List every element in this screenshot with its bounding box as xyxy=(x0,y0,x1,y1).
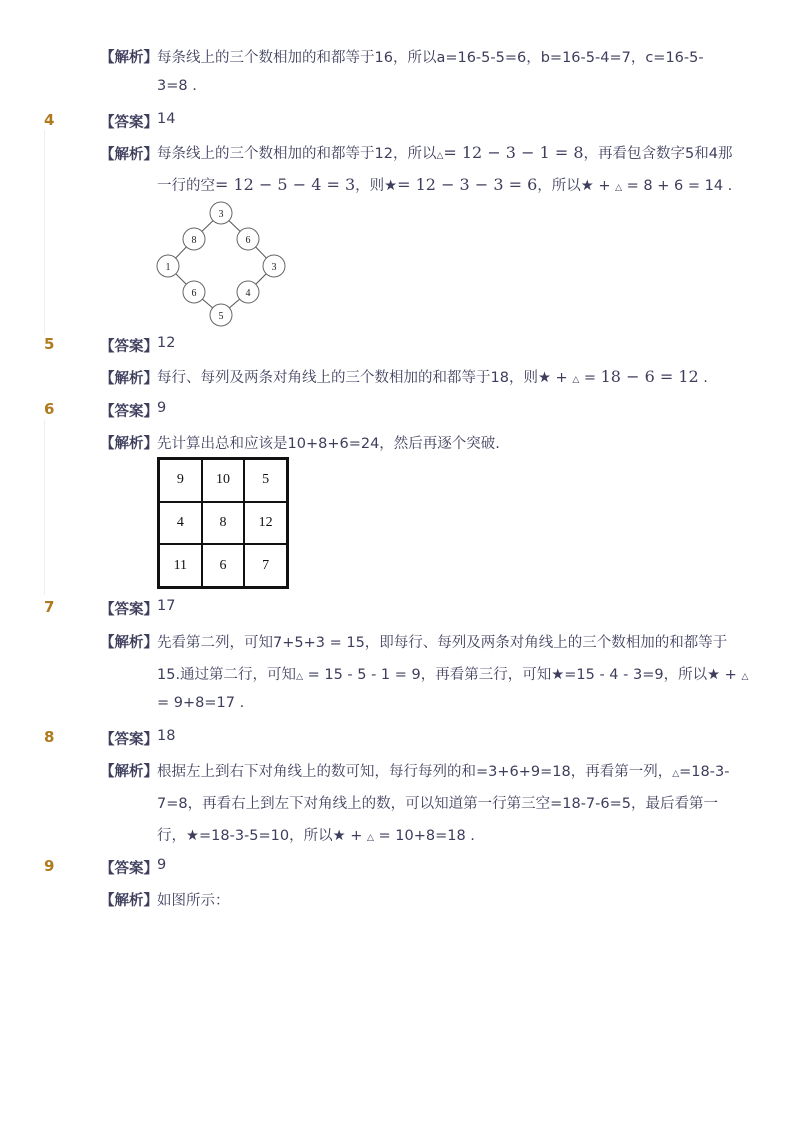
node-label: 6 xyxy=(245,235,251,246)
triangle-symbol: △ xyxy=(615,183,623,193)
answer-tag: 【答案】 xyxy=(100,861,158,877)
analysis-text: 每行、每列及两条对角线上的三个数相加的和都等于18，则★ + xyxy=(157,370,573,386)
node-label: 8 xyxy=(191,235,197,246)
analysis-tag: 【解析】 xyxy=(100,50,158,66)
analysis-text: =18-3- xyxy=(679,764,730,780)
analysis-text: ，再看包含数字5和4那 xyxy=(583,146,733,162)
node-label: 3 xyxy=(271,262,277,273)
analysis-text: 7=8，再看右上到左下对角线上的数，可以知道第一行第三空=18-7-6=5，最后看第一 xyxy=(157,796,718,812)
analysis-text: 15.通过第二行，可知 xyxy=(157,667,297,683)
grid-cell: 8 xyxy=(202,502,245,545)
analysis-line xyxy=(157,174,732,195)
node-label: 4 xyxy=(245,288,251,299)
grid-cell: 12 xyxy=(244,502,287,545)
analysis-text: ，则★ xyxy=(355,178,398,194)
analysis-text: 每条线上的三个数相加的和都等于12，所以 xyxy=(157,146,437,162)
left-guide-line xyxy=(44,420,45,595)
grid-cell: 7 xyxy=(244,544,287,587)
analysis-tag: 【解析】 xyxy=(100,635,158,651)
node-label: 3 xyxy=(218,209,224,220)
node-label: 6 xyxy=(191,288,197,299)
analysis-text: 每条线上的三个数相加的和都等于16，所以a=16-5-5=6，b=16-5-4=7，c=16-5- xyxy=(157,50,704,66)
answer-tag: 【答案】 xyxy=(100,732,158,748)
answer-tag: 【答案】 xyxy=(100,115,158,131)
math-expression: 18 − 6 = 12 xyxy=(600,367,699,386)
grid-cell: 4 xyxy=(159,502,202,545)
analysis-text: = 9+8=17 . xyxy=(157,695,245,711)
circle-diagram xyxy=(150,198,290,330)
grid-cell: 5 xyxy=(244,459,287,502)
analysis-tag: 【解析】 xyxy=(100,764,158,780)
analysis-text: 根据左上到右下对角线上的数可知，每行每列的和=3+6+9=18，再看第一列， xyxy=(157,764,673,780)
question-number: 6 xyxy=(44,400,55,418)
analysis-line xyxy=(157,760,729,781)
triangle-symbol: △ xyxy=(741,672,749,682)
triangle-symbol: △ xyxy=(366,833,374,843)
node-label: 1 xyxy=(165,262,171,273)
answer-tag: 【答案】 xyxy=(100,404,158,420)
analysis-text: 先看第二列，可知7+5+3 = 15，即每行、每列及两条对角线上的三个数相加的和都等于 xyxy=(157,635,728,651)
triangle-symbol: △ xyxy=(572,375,580,385)
analysis-line xyxy=(157,142,732,163)
math-expression: = 12 − 3 − 3 = 6 xyxy=(397,175,538,194)
analysis-line xyxy=(157,663,748,684)
analysis-tag: 【解析】 xyxy=(100,371,158,387)
analysis-line xyxy=(157,824,475,845)
math-expression: = 12 − 5 − 4 = 3 xyxy=(215,175,356,194)
question-number: 8 xyxy=(44,728,55,746)
analysis-text: . xyxy=(698,370,708,386)
node-label: 5 xyxy=(218,311,224,322)
triangle-symbol: △ xyxy=(296,672,303,682)
analysis-tag: 【解析】 xyxy=(100,147,158,163)
question-number: 5 xyxy=(44,335,55,353)
grid-cell: 6 xyxy=(202,544,245,587)
analysis-text: = 8 + 6 = 14 . xyxy=(622,178,733,194)
analysis-text: = 15 - 5 - 1 = 9，再看第三行，可知★=15 - 4 - 3=9，所以★ + xyxy=(302,667,742,683)
question-number: 9 xyxy=(44,857,55,875)
answer-value: 14 xyxy=(157,111,176,127)
analysis-text: ，所以★ + xyxy=(537,178,616,194)
analysis-text: 如图所示： xyxy=(157,893,230,909)
analysis-text: = 10+8=18 . xyxy=(373,828,475,844)
grid-cell: 11 xyxy=(159,544,202,587)
triangle-symbol: △ xyxy=(672,769,680,779)
analysis-text: 一行的空 xyxy=(157,178,215,194)
analysis-tag: 【解析】 xyxy=(100,893,158,909)
answer-tag: 【答案】 xyxy=(100,339,158,355)
analysis-text: = xyxy=(579,370,601,386)
answer-tag: 【答案】 xyxy=(100,602,158,618)
grid-cell: 10 xyxy=(202,459,245,502)
left-guide-line xyxy=(44,130,45,335)
math-expression: = 12 − 3 − 1 = 8 xyxy=(443,143,584,162)
answer-value: 12 xyxy=(157,335,176,351)
analysis-text: 3=8 . xyxy=(157,78,197,94)
question-number: 4 xyxy=(44,111,55,129)
grid-cell: 9 xyxy=(159,459,202,502)
answer-value: 9 xyxy=(157,400,167,416)
analysis-text: 行，★=18-3-5=10，所以★ + xyxy=(157,828,367,844)
answer-value: 18 xyxy=(157,728,176,744)
analysis-line xyxy=(157,366,708,387)
analysis-tag: 【解析】 xyxy=(100,436,158,452)
analysis-text: 先计算出总和应该是10+8+6=24，然后再逐个突破. xyxy=(157,436,500,452)
answer-value: 9 xyxy=(157,857,167,873)
triangle-symbol: △ xyxy=(436,151,444,161)
magic-square-grid xyxy=(157,457,289,589)
answer-value: 17 xyxy=(157,598,176,614)
question-number: 7 xyxy=(44,598,55,616)
